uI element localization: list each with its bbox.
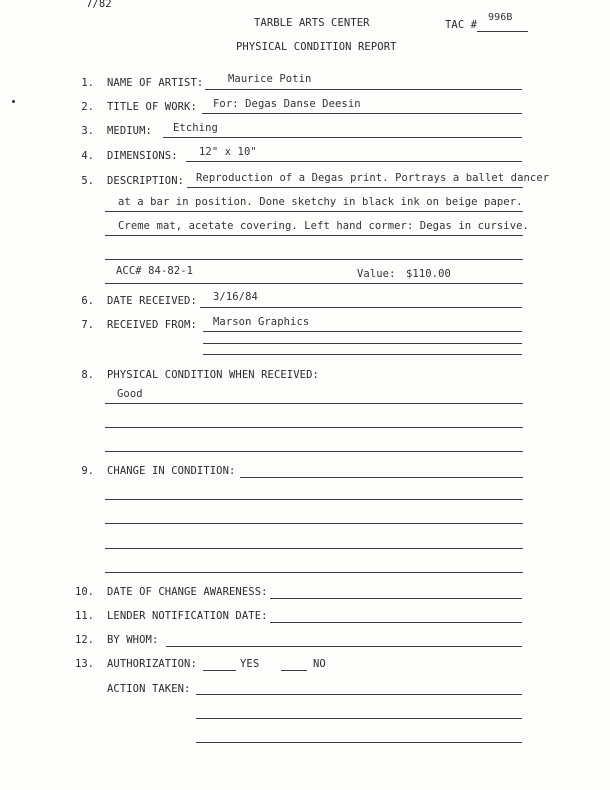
description-label: DESCRIPTION:	[107, 175, 185, 187]
dimensions-label: DIMENSIONS:	[107, 150, 178, 162]
condition-received-value: Good	[117, 388, 143, 400]
change-awareness-label: DATE OF CHANGE AWARENESS:	[107, 586, 268, 598]
acc-number: ACC# 84-82-1	[116, 265, 194, 277]
condition-received-line-2	[105, 427, 523, 428]
value-amount: $110.00	[406, 268, 451, 280]
change-condition-line-5	[105, 572, 523, 573]
received-from-value: Marson Graphics	[213, 316, 310, 328]
received-from-line-1	[203, 331, 522, 332]
change-awareness-line	[270, 598, 522, 599]
description-rule-1	[187, 187, 523, 188]
field-5-number: 5.	[81, 175, 94, 187]
field-6-number: 6.	[81, 295, 94, 307]
yes-blank	[203, 670, 236, 671]
action-taken-line-1	[196, 694, 522, 695]
lender-notification-line	[270, 622, 522, 623]
description-rule-4	[105, 259, 523, 260]
no-option: NO	[313, 658, 326, 670]
yes-option: YES	[240, 658, 260, 670]
change-condition-line-3	[105, 523, 523, 524]
value-label: Value:	[357, 268, 396, 280]
description-rule-3	[105, 235, 523, 236]
date-received-value: 3/16/84	[213, 291, 258, 303]
tac-label: TAC #	[445, 19, 478, 31]
title-line	[202, 113, 522, 114]
by-whom-line	[166, 646, 522, 647]
field-12-number: 12.	[75, 634, 94, 646]
field-10-number: 10.	[75, 586, 94, 598]
description-rule-2	[105, 211, 523, 212]
tac-value: 996B	[488, 12, 513, 23]
change-condition-label: CHANGE IN CONDITION:	[107, 465, 236, 477]
field-2-number: 2.	[81, 101, 94, 113]
dimensions-line	[186, 161, 522, 162]
received-from-label: RECEIVED FROM:	[107, 319, 197, 331]
tac-underline	[477, 31, 528, 32]
field-7-number: 7.	[81, 319, 94, 331]
artist-value: Maurice Potin	[228, 73, 312, 85]
field-4-number: 4.	[81, 150, 94, 162]
acc-line	[105, 283, 523, 284]
field-1-number: 1.	[81, 77, 94, 89]
change-condition-line-1	[240, 477, 523, 478]
medium-value: Etching	[173, 122, 218, 134]
corner-note: 7/82	[86, 0, 112, 10]
date-received-label: DATE RECEIVED:	[107, 295, 197, 307]
date-received-line	[200, 307, 522, 308]
artist-line	[205, 89, 522, 90]
field-8-number: 8.	[81, 369, 94, 381]
authorization-label: AUTHORIZATION:	[107, 658, 197, 670]
condition-received-line-1	[105, 403, 523, 404]
margin-mark	[12, 100, 15, 103]
dimensions-value: 12" x 10"	[199, 146, 257, 158]
change-condition-line-2	[105, 499, 523, 500]
no-blank	[281, 670, 307, 671]
field-11-number: 11.	[75, 610, 94, 622]
received-from-line-3	[203, 354, 522, 355]
by-whom-label: BY WHOM:	[107, 634, 159, 646]
action-taken-line-3	[196, 742, 522, 743]
artist-label: NAME OF ARTIST:	[107, 77, 204, 89]
change-condition-line-4	[105, 548, 523, 549]
description-line-3: Creme mat, acetate covering. Left hand cormer: Degas in cursive.	[118, 220, 529, 232]
lender-notification-label: LENDER NOTIFICATION DATE:	[107, 610, 268, 622]
report-title: PHYSICAL CONDITION REPORT	[236, 41, 397, 53]
condition-received-label: PHYSICAL CONDITION WHEN RECEIVED:	[107, 369, 319, 381]
title-value: For: Degas Danse Deesin	[213, 98, 361, 110]
condition-received-line-3	[105, 451, 523, 452]
medium-line	[163, 137, 522, 138]
field-13-number: 13.	[75, 658, 94, 670]
action-taken-label: ACTION TAKEN:	[107, 683, 191, 695]
description-line-2: at a bar in position. Done sketchy in black ink on beige paper.	[118, 196, 523, 208]
medium-label: MEDIUM:	[107, 125, 152, 137]
field-3-number: 3.	[81, 125, 94, 137]
action-taken-line-2	[196, 718, 522, 719]
org-name: TARBLE ARTS CENTER	[254, 17, 370, 29]
description-line-1: Reproduction of a Degas print. Portrays a ballet dancer	[196, 172, 550, 184]
title-label: TITLE OF WORK:	[107, 101, 197, 113]
field-9-number: 9.	[81, 465, 94, 477]
received-from-line-2	[203, 343, 522, 344]
